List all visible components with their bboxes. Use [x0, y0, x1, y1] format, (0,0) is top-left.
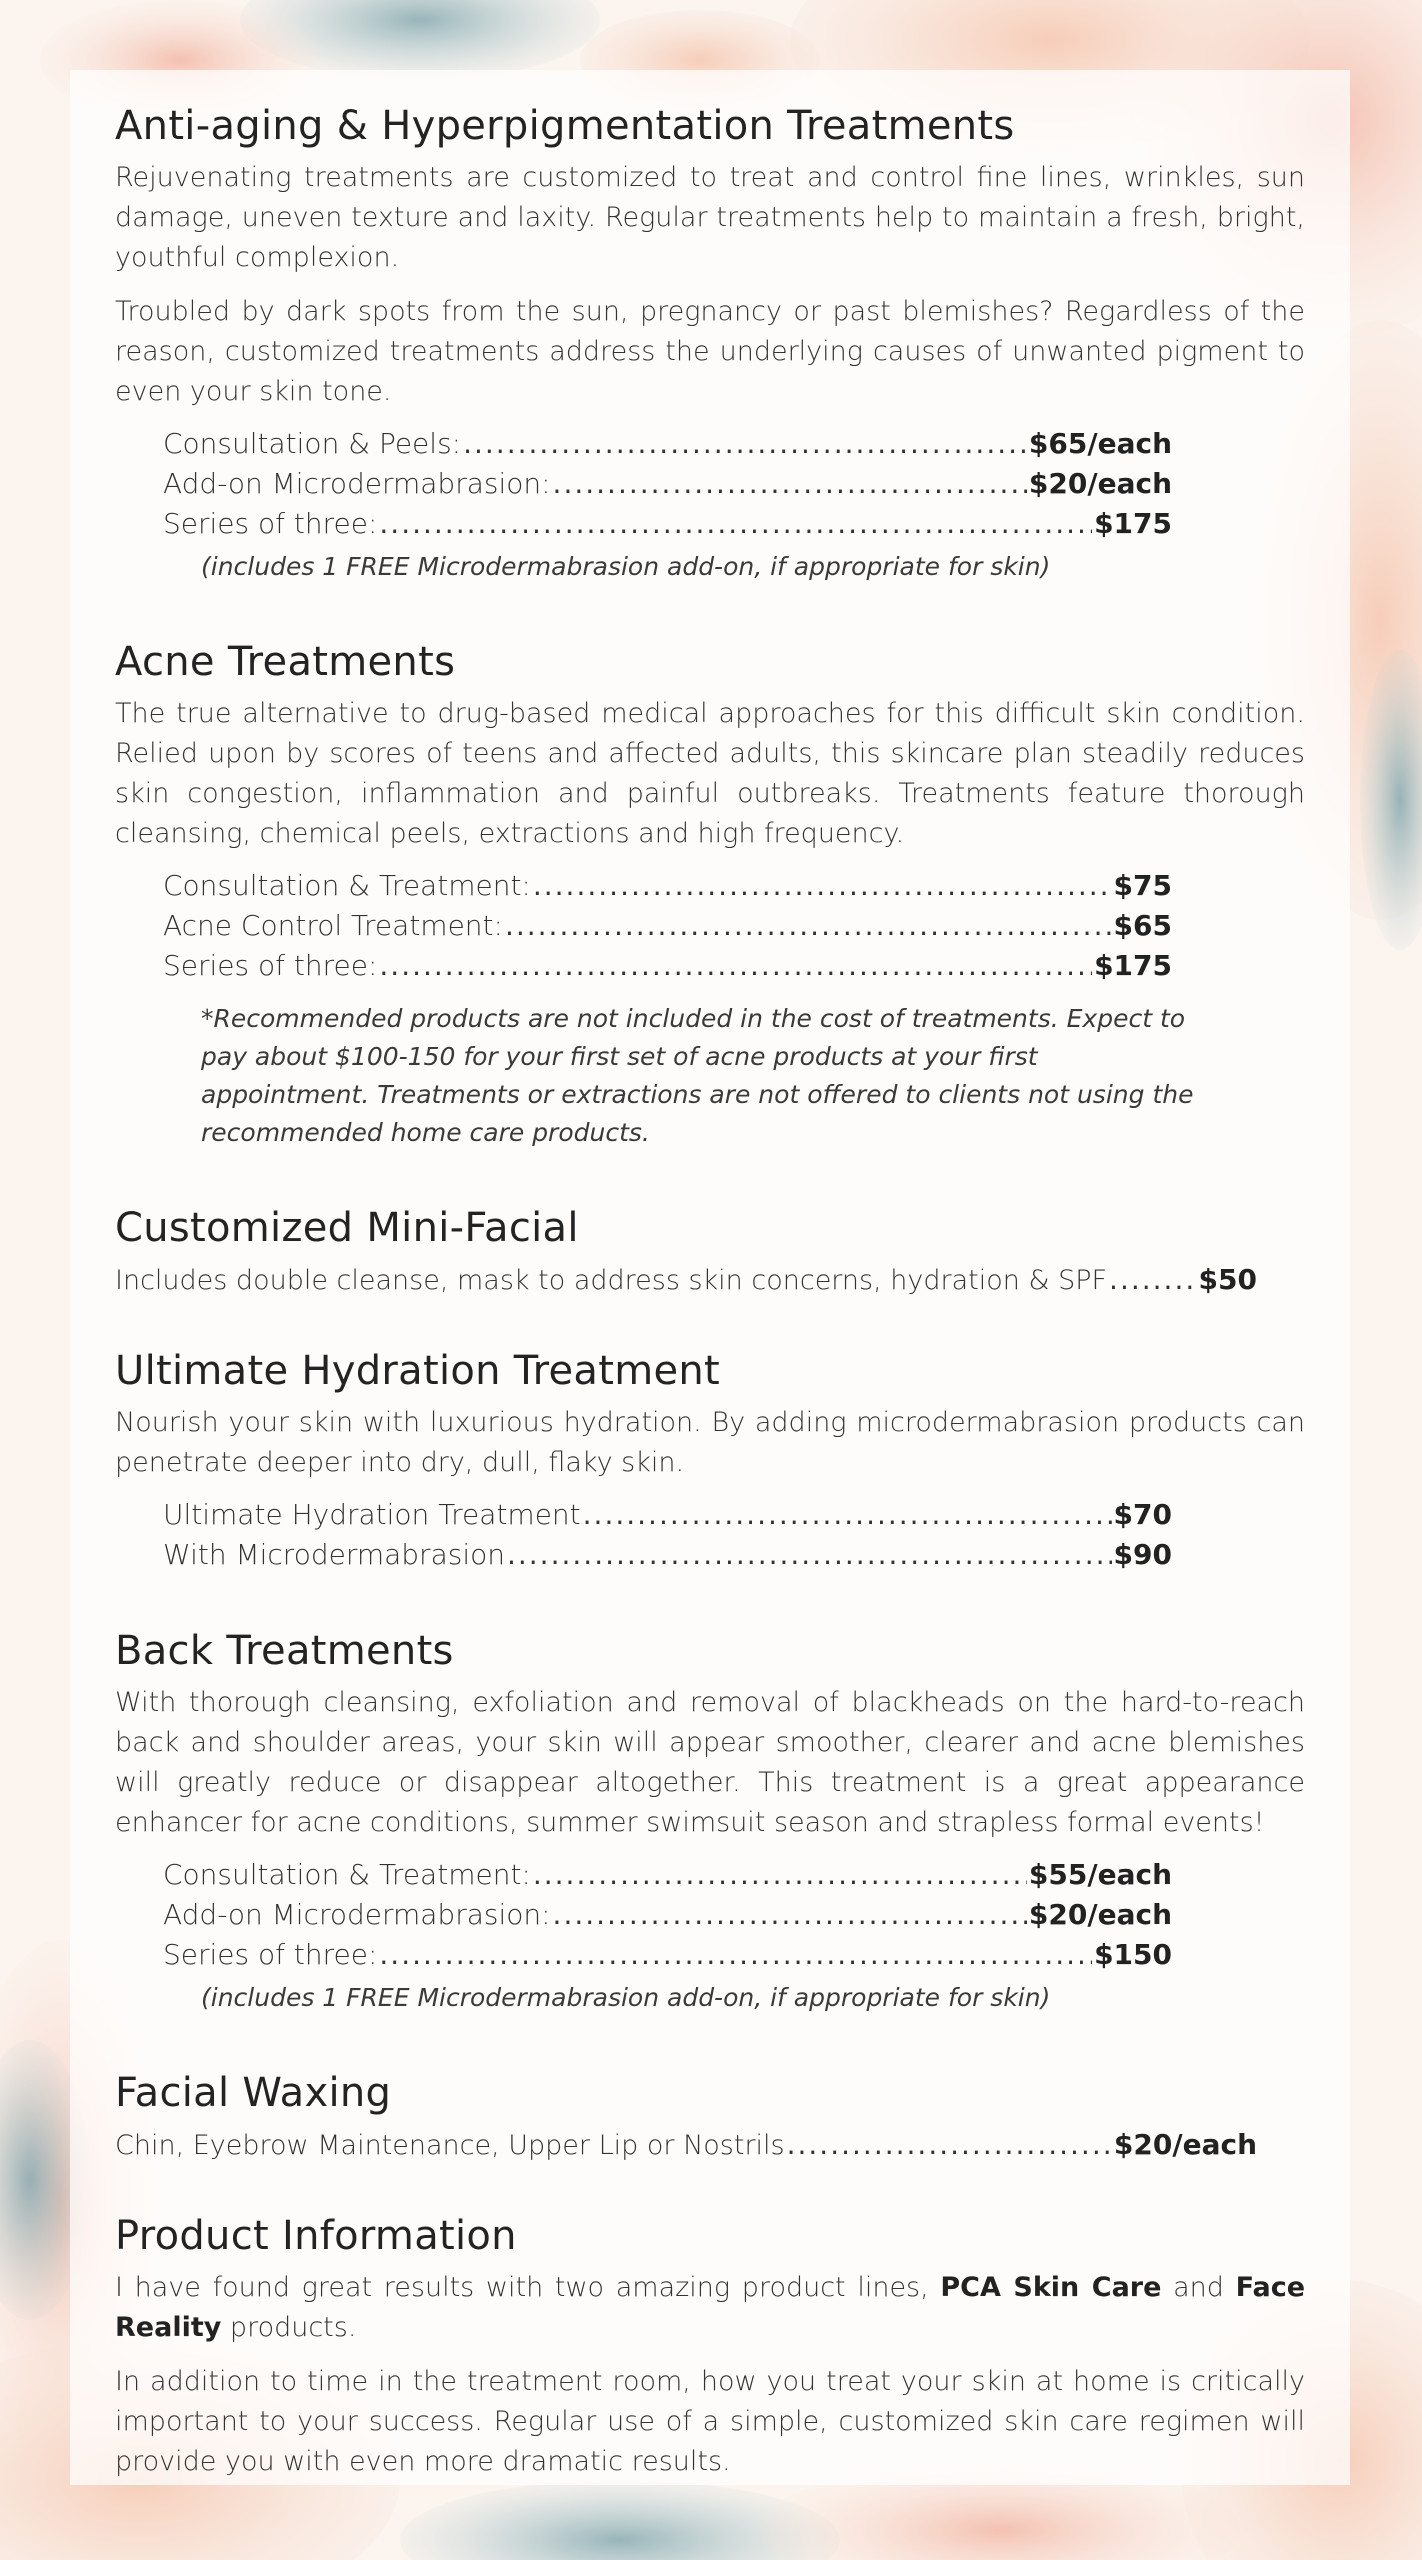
- price-row: [115, 2125, 1257, 2166]
- intro-text: and: [1161, 2272, 1236, 2303]
- price-label: Chin, Eyebrow Maintenance, Upper Lip or Nostrils: [115, 2130, 785, 2161]
- acne-section: [115, 636, 1305, 1152]
- price-value: $70: [1113, 1498, 1172, 1531]
- leader-dots: [379, 1935, 1092, 1975]
- price-value: $65/each: [1028, 427, 1172, 460]
- product-intro: [115, 2268, 1305, 2348]
- price-row: [163, 906, 1172, 946]
- section-description: Nourish your skin with luxurious hydration. By adding microdermabrasion products can penetrate deeper into dry, dull, flaky skin.: [115, 1407, 1305, 1478]
- price-value: $75: [1113, 869, 1172, 902]
- price-note: (includes 1 FREE Microdermabrasion add-on, if appropriate for skin): [201, 1983, 1051, 2012]
- price-row: [163, 1855, 1172, 1895]
- facial-waxing-section: [115, 2067, 1305, 2166]
- section-description: The true alternative to drug-based medical approaches for this difficult skin condition. Relied upon by scores of teens and affected adults, this skincare plan steadily reduces skin congestion, inflammation and painful outbreaks. Treatments feature thorough cleansing, chemical peels, extractions and high frequency.: [115, 698, 1305, 849]
- price-value: $175: [1094, 949, 1172, 982]
- leader-dots: [507, 1535, 1112, 1575]
- hydration-section: [115, 1345, 1305, 1575]
- price-row: [163, 464, 1172, 504]
- anti-aging-section: [115, 100, 1305, 586]
- brand-pca: PCA Skin Care: [940, 2272, 1162, 2303]
- section-title: Ultimate Hydration Treatment: [115, 1348, 721, 1394]
- leader-dots: [379, 946, 1092, 986]
- price-value: $90: [1113, 1538, 1172, 1571]
- section-description: Troubled by dark spots from the sun, pregnancy or past blemishes? Regardless of the reason, customized treatments address the underlying causes of unwanted pigment to even your skin tone.: [115, 296, 1305, 407]
- price-row: [163, 1895, 1172, 1935]
- price-value: $150: [1094, 1938, 1172, 1971]
- price-label: Consultation & Treatment:: [163, 869, 531, 902]
- section-title: Acne Treatments: [115, 639, 456, 685]
- section-description: In addition to time in the treatment room, how you treat your skin at home is critically important to your success. Regular use of a simple, customized skin care regimen will provide you with even more dramatic results.: [115, 2366, 1305, 2477]
- price-row: [163, 1535, 1172, 1575]
- price-label: Includes double cleanse, mask to address skin concerns, hydration & SPF: [115, 1265, 1108, 1296]
- section-title: Customized Mini-Facial: [115, 1205, 579, 1251]
- leader-dots: [787, 2125, 1112, 2165]
- price-value: $20/each: [1028, 467, 1172, 500]
- leader-dots: [553, 1895, 1027, 1935]
- price-value: $175: [1094, 507, 1172, 540]
- leader-dots: [1109, 1260, 1197, 1300]
- leader-dots: [379, 504, 1092, 544]
- price-row: [163, 866, 1172, 906]
- leader-dots: [505, 906, 1112, 946]
- price-label: Add-on Microdermabrasion:: [163, 1898, 551, 1931]
- section-title: Product Information: [115, 2213, 517, 2259]
- section-title: Anti-aging & Hyperpigmentation Treatments: [115, 103, 1015, 149]
- brand-face-reality: Face Reality: [115, 2272, 1306, 2343]
- price-value: $20/each: [1113, 2128, 1257, 2161]
- intro-text: products.: [221, 2312, 357, 2343]
- price-label: Ultimate Hydration Treatment: [163, 1498, 581, 1531]
- price-label: Series of three:: [163, 507, 378, 540]
- intro-text: I have found great results with two amazing product lines,: [115, 2272, 941, 2303]
- price-value: $50: [1198, 1263, 1257, 1296]
- leader-dots: [583, 1495, 1112, 1535]
- product-information-section: [115, 2210, 1305, 2482]
- mini-facial-section: [115, 1202, 1305, 1301]
- leader-dots: [463, 424, 1027, 464]
- price-label: Acne Control Treatment:: [163, 909, 503, 942]
- back-treatments-section: [115, 1625, 1305, 2017]
- leader-dots: [533, 1855, 1027, 1895]
- price-value: $20/each: [1028, 1898, 1172, 1931]
- price-note: (includes 1 FREE Microdermabrasion add-on, if appropriate for skin): [201, 552, 1051, 581]
- leader-dots: [533, 866, 1112, 906]
- price-row: [163, 1495, 1172, 1535]
- price-list: [163, 424, 1172, 544]
- price-list: [163, 1495, 1172, 1575]
- section-title: Facial Waxing: [115, 2070, 392, 2116]
- price-row: [115, 1260, 1257, 1301]
- price-label: With Microdermabrasion: [163, 1538, 505, 1571]
- price-label: Series of three:: [163, 949, 378, 982]
- leader-dots: [553, 464, 1027, 504]
- section-description: Rejuvenating treatments are customized to treat and control fine lines, wrinkles, sun damage, uneven texture and laxity. Regular treatments help to maintain a fresh, bright, youthful complexion.: [115, 162, 1305, 273]
- price-row: [163, 504, 1172, 544]
- menu-content: [115, 100, 1305, 2532]
- price-row: [163, 946, 1172, 986]
- price-label: Consultation & Peels:: [163, 427, 462, 460]
- price-value: $65: [1113, 909, 1172, 942]
- section-description: With thorough cleansing, exfoliation and removal of blackheads on the hard-to-reach back and shoulder areas, your skin will appear smoother, clearer and acne blemishes will greatly reduce or disappear altogether. This treatment is a great appearance enhancer for acne conditions, summer swimsuit season and strapless formal events!: [115, 1687, 1305, 1838]
- price-label: Add-on Microdermabrasion:: [163, 467, 551, 500]
- price-row: [163, 1935, 1172, 1975]
- price-list: [163, 1855, 1172, 1975]
- price-value: $55/each: [1028, 1858, 1172, 1891]
- price-row: [163, 424, 1172, 464]
- price-label: Consultation & Treatment:: [163, 1858, 531, 1891]
- section-title: Back Treatments: [115, 1628, 454, 1674]
- price-label: Series of three:: [163, 1938, 378, 1971]
- price-note: *Recommended products are not included in the cost of treatments. Expect to pay about $100-150 for your first set of acne products at your first appointment. Treatments or extractions are not offered to clients not using the recommended home care products.: [201, 1004, 1194, 1147]
- price-list: [163, 866, 1172, 986]
